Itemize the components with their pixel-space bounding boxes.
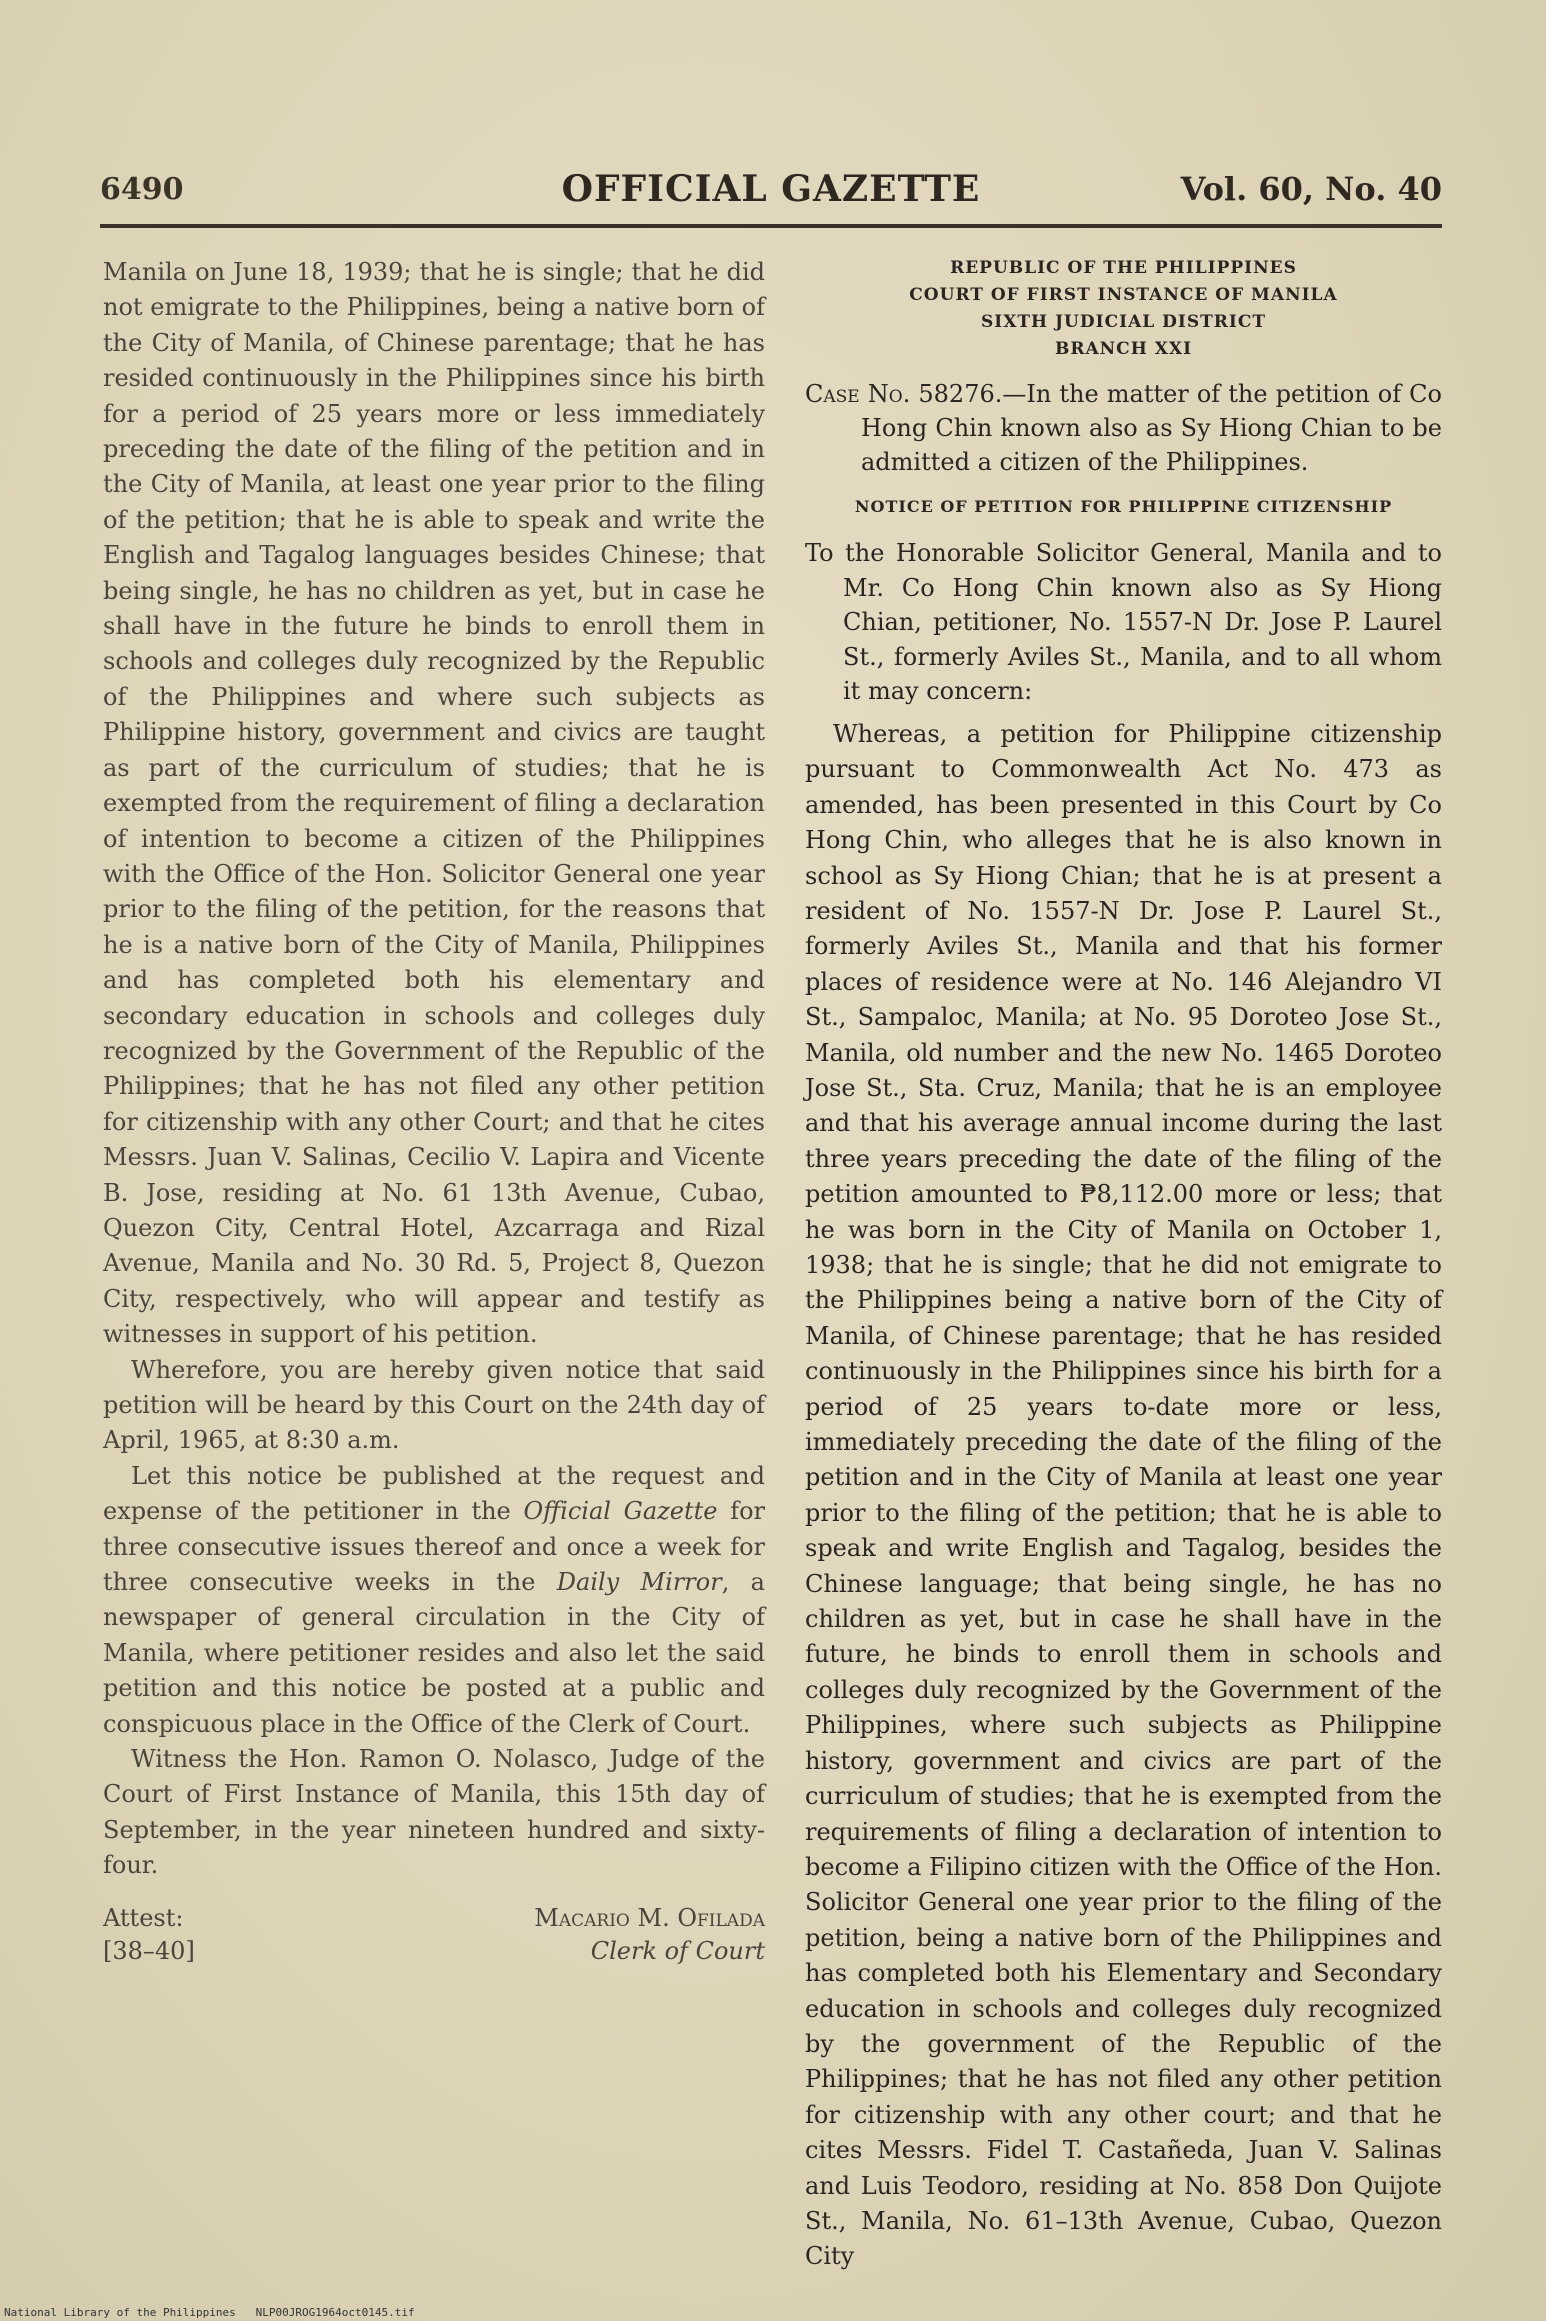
scan-filename: NLP00JROG1964oct0145.tif: [255, 2306, 415, 2319]
issue-reference: [38–40]: [103, 1936, 195, 1965]
clerk-title: Clerk of Court: [590, 1936, 765, 1965]
case-number: Case No. 58276.: [805, 380, 1003, 408]
library-credit: National Library of the Philippines: [4, 2306, 236, 2319]
scan-footer: [4, 2306, 415, 2319]
witness-paragraph: Witness the Hon. Ramon O. Nolasco, Judge of the Court of First Instance of Manila, this 15th day of September, in the year nineteen hundred and sixty-four.: [103, 1745, 765, 1880]
publication-title: OFFICIAL GAZETTE: [561, 168, 981, 210]
notice-title: NOTICE OF PETITION FOR PHILIPPINE CITIZENSHIP: [854, 497, 1393, 516]
court-heading: REPUBLIC OF THE PHILIPPINES COURT OF FIRST INSTANCE OF MANILA SIXTH JUDICIAL DISTRICT BRANCH XXI: [909, 258, 1338, 359]
publication-paragraph: Let this notice be published at the request and expense of the petitioner in the Official Gazette for three consecutive issues thereof and once a week for three consecutive weeks in the Daily Mirror, a newspaper of general circulation in the City of Manila, where petitioner resides and also let the said petition and this notice be posted at a public and conspicuous place in the Office of the Clerk of Court.: [103, 1461, 765, 1738]
left-column: [103, 255, 765, 1968]
petition-continuation: Manila on June 18, 1939; that he is single; that he did not emigrate to the Philippines, being a native born of the City of Manila, of Chinese parentage; that he has resided continuously in the Philippines since his birth for a period of 25 years more or less immediately preceding the date of the filing of the petition and in the City of Manila, at least one year prior to the filing of the petition; that he is able to speak and write the English and Tagalog languages besides Chinese; that being single, he has no children as yet, but in case he shall have in the future he binds to enroll them in schools and colleges duly recognized by the Republic of the Philippines and where such subjects as Philippine history, government and civics are taught as part of the curriculum of studies; that he is exempted from the requirement of filing a declaration of intention to become a citizen of the Philippines with the Office of the Hon. Solicitor General one year prior to the filing of the petition, for the reasons that he is a native born of the City of Manila, Philippines and has completed both his elementary and secondary education in schools and colleges duly recognized by the Government of the Republic of the Philippines; that he has not filed any other petition for citizenship with any other Court; and that he cites Messrs. Juan V. Salinas, Cecilio V. Lapira and Vicente B. Jose, residing at No. 61 13th Avenue, Cubao, Quezon City, Central Hotel, Azcarraga and Rizal Avenue, Manila and No. 30 Rd. 5, Project 8, Quezon City, respectively, who will appear and testify as witnesses in support of his petition.: [103, 258, 765, 1349]
volume-number: Vol. 60, No. 40: [1180, 170, 1442, 208]
addressee-block: To the Honorable Solicitor General, Manila and to Mr. Co Hong Chin known also as Sy Hiong Chian, petitioner, No. 1557-N Dr. Jose P. Laurel St., formerly Aviles St., Manila, and to all whom it may concern:: [805, 539, 1442, 706]
signature-block: [103, 1902, 765, 1968]
case-caption: Case No. 58276.—In the matter of the petition of Co Hong Chin known also as Sy Hiong Chian to be admitted a citizen of the Philippines.: [805, 380, 1442, 476]
attest-label: Attest:: [103, 1903, 184, 1932]
official-gazette-ref: Official Gazette: [523, 1497, 718, 1526]
whereas-paragraph: Whereas, a petition for Philippine citizenship pursuant to Commonwealth Act No. 473 as amended, has been presented in this Court by Co Hong Chin, who alleges that he is also known in school as Sy Hiong Chian; that he is at present a resident of No. 1557-N Dr. Jose P. Laurel St., formerly Aviles St., Manila and that his former places of residence were at No. 146 Alejandro VI St., Sampaloc, Manila; at No. 95 Doroteo Jose St., Manila, old number and the new No. 1465 Doroteo Jose St., Sta. Cruz, Manila; that he is an employee and that his average annual income during the last three years preceding the date of the filing of the petition amounted to ₱8,112.00 more or less; that he was born in the City of Manila on October 1, 1938; that he is single; that he did not emigrate to the Philippines being a native born of the City of Manila, of Chinese parentage; that he has resided continuously in the Philippines since his birth for a period of 25 years to-date more or less, immediately preceding the date of the filing of the petition and in the City of Manila at least one year prior to the filing of the petition; that he is able to speak and write English and Tagalog, besides the Chinese language; that being single, he has no children as yet, but in case he shall have in the future, he binds to enroll them in schools and colleges duly recognized by the Government of the Philippines, where such subjects as Philippine history, government and civics are part of the curriculum of studies; that he is exempted from the requirements of filing a declaration of intention to become a Filipino citizen with the Office of the Hon. Solicitor General one year prior to the filing of the petition, being a native born of the Philippines and has completed both his Elementary and Secondary education in schools and colleges duly recognized by the government of the Republic of the Philippines; that he has not filed any other petition for citizenship with any other court; and that he cites Messrs. Fidel T. Castañeda, Juan V. Salinas and Luis Teodoro, residing at No. 858 Don Quijote St., Manila, No. 61–13th Avenue, Cubao, Quezon City: [805, 719, 1442, 2271]
page-header: [100, 168, 1442, 218]
page-number: 6490: [100, 172, 184, 207]
right-column: [805, 255, 1442, 2275]
clerk-name: Macario M. Ofilada: [534, 1903, 765, 1932]
hearing-notice-paragraph: Wherefore, you are hereby given notice that said petition will be heard by this Court on the 24th day of April, 1965, at 8:30 a.m.: [103, 1355, 765, 1455]
daily-mirror-ref: Daily Mirror: [556, 1568, 722, 1597]
header-rule: [100, 224, 1442, 228]
